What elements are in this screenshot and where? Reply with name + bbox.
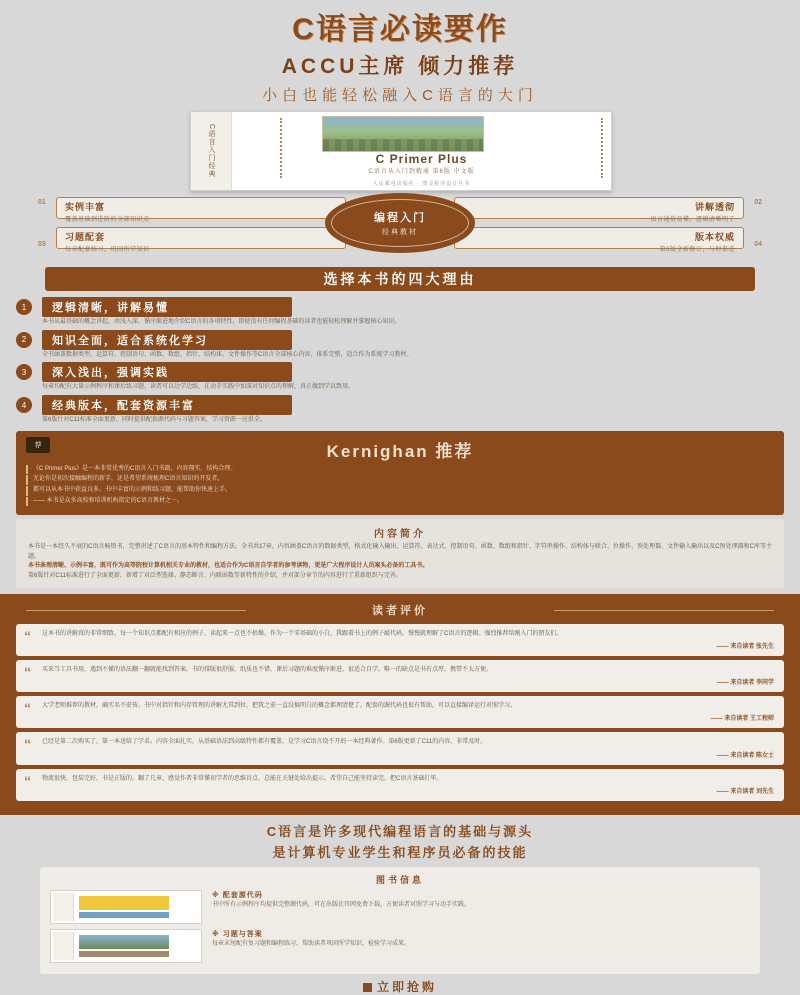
feature-title: 习题配套 — [65, 232, 106, 242]
quote-icon: “ — [24, 736, 31, 753]
list-item-body: 全书涵盖数据类型、运算符、控制语句、函数、数组、指针、结构体、文件操作等C语言全部核心内容，体系完整，适合作为系统学习教材。 — [42, 351, 413, 358]
list-item-title: 深入浅出，强调实践 — [42, 362, 292, 382]
recommend-lines — [26, 465, 774, 506]
book-info-row — [50, 929, 750, 963]
hero-section — [0, 0, 800, 105]
list-item — [16, 297, 784, 327]
book-face — [232, 112, 611, 190]
highlight-list — [16, 297, 784, 425]
list-badge: 3 — [16, 364, 32, 380]
list-item-body: 每章均配有大量示例程序和课后练习题，读者可以边学边练，在动手实践中加深对知识点的理解，真正做到学以致用。 — [42, 384, 355, 391]
feature-desc: 第6版全新修订，与时俱进 — [659, 247, 735, 253]
center-badge-line2: 经典教材 — [382, 229, 418, 236]
page-title: C语言必读要作 — [292, 13, 508, 46]
review-text: 买来当工具书用，遇到不懂的语法翻一翻就能找到答案。书的排版很舒服，纸质也不错，课后习题的难度循序渐进，很适合自学。唯一的缺点是书有点厚，携带不太方便。 — [42, 666, 493, 673]
feature-cluster — [16, 197, 784, 259]
book-spine-label: C语言入门经典 — [191, 112, 232, 190]
closing-line-2: 是计算机专业学生和程序员必备的技能 — [272, 844, 528, 860]
feature-number-02: 02 — [754, 199, 762, 206]
feature-card-03 — [56, 227, 346, 253]
summary-paragraph: 本书是一本经久不衰的C语言畅销书，完整讲述了C语言的基本特性和编程方法。全书共17章，内容涵盖C语言的数据类型、格式化输入输出、运算符、表达式、控制语句、函数、数组和指针、字符串操作、结构体与联合、位操作、预处理器、文件输入输出以及C预处理器和C库等主题。 — [28, 544, 772, 560]
list-item-title: 经典版本，配套资源丰富 — [42, 395, 292, 415]
review-card — [16, 624, 784, 656]
list-item — [16, 362, 784, 392]
feature-card-02 — [454, 197, 744, 223]
list-item-body: 第6版针对C11标准全面更新，同时提供配套源代码与习题答案，学习资源一应俱全。 — [42, 417, 266, 424]
square-icon — [363, 983, 372, 992]
review-card — [16, 696, 784, 728]
list-badge: 2 — [16, 332, 32, 348]
quote-icon: “ — [24, 700, 31, 717]
review-author: —— 来自读者 张先生 — [716, 643, 774, 650]
list-item — [16, 330, 784, 360]
feature-number-03: 03 — [38, 241, 46, 248]
book-thumbnail — [50, 929, 202, 963]
summary-paragraph: 第6版针对C11标准进行了全面更新，新增了对泛型选择、静态断言、内联函数等新特性的介绍，并对部分章节的内容进行了重新组织与完善。 — [28, 572, 402, 579]
feature-number-01: 01 — [38, 199, 46, 206]
review-text: 已经是第二次购买了，第一本送给了学弟。内容全面扎实，从基础语法到高级特性都有覆盖，是学习C语言绕不开的一本经典著作。第6版更新了C11的内容，非常及时。 — [42, 739, 487, 746]
review-author: —— 来自读者 王工程师 — [710, 716, 774, 723]
list-badge: 4 — [16, 397, 32, 413]
feature-desc: 覆盖基础到进阶的全部知识点 — [65, 217, 150, 223]
summary-block — [16, 519, 784, 587]
list-item-body: 本书从最基础的概念讲起，由浅入深、循序渐进地介绍C语言的各项特性，即使没有任何编程基础的读者也能轻松理解并掌握核心知识。 — [42, 319, 401, 325]
book-info-row — [50, 890, 750, 924]
buy-now-button[interactable] — [0, 978, 800, 995]
feature-card-04 — [454, 227, 744, 253]
recommend-line: —— 本书是众多高校和培训机构指定的C语言教材之一。 — [26, 497, 774, 507]
review-text: 这本书的讲解真的非常细致，每一个知识点都配有相应的例子，读起来一点也不枯燥。作为一个零基础的小白，我跟着书上的例子敲代码，慢慢就理解了C语言的逻辑。强烈推荐给刚入门的朋友们。 — [42, 630, 563, 637]
feature-title: 版本权威 — [694, 232, 735, 242]
list-item-title: 逻辑清晰，讲解易懂 — [42, 297, 292, 317]
thumb-spine — [53, 932, 74, 960]
feature-title: 讲解透彻 — [694, 202, 735, 212]
thumb-subbanner — [79, 951, 169, 957]
review-text: 大学老师推荐的教材，确实名不虚传。书中对指针和内存管理的讲解尤其到位，把我之前一直没搞明白的概念都理清楚了。配套的源代码也很有帮助，可以直接编译运行对照学习。 — [42, 703, 517, 710]
closing-line-1: C语言是许多现代编程语言的基础与源头 — [266, 823, 534, 839]
recommend-line: 无论你是初次接触编程的新手，还是希望系统梳理C语言知识的开发者， — [26, 475, 774, 485]
review-card — [16, 660, 784, 692]
recommendation-block — [16, 431, 784, 515]
buy-now-label: 立即抢购 — [376, 979, 437, 994]
review-text: 物流很快，包装完好，书是正版的。翻了几章，感觉作者非常懂初学者的思维盲点，总能在关键处给出提示。希望自己能坚持读完，把C语言基础打牢。 — [42, 775, 443, 782]
book-info-text — [212, 929, 750, 963]
review-author: —— 来自读者 陈女士 — [716, 752, 774, 759]
thumb-banner — [79, 896, 169, 910]
thumb-banner — [79, 935, 169, 949]
list-item — [16, 395, 784, 425]
recommend-tag: 荐 — [26, 437, 50, 453]
review-author: —— 来自读者 刘先生 — [716, 788, 774, 795]
feature-desc: 每章配套练习，巩固所学知识 — [65, 247, 150, 253]
center-badge-line1: 编程入门 — [374, 212, 426, 224]
book-info-desc: 每章末尾配有复习题和编程练习，帮助读者巩固所学知识，检验学习成果。 — [212, 940, 411, 947]
quote-icon: “ — [24, 772, 31, 789]
hero-tagline: 小白也能轻松融入C语言的大门 — [262, 87, 538, 104]
book-publisher: 人民邮电出版社 · 图灵程序设计丛书 — [372, 181, 471, 187]
book-info-block — [40, 867, 760, 974]
summary-heading: 内容简介 — [374, 529, 426, 541]
book-thumbnail — [50, 890, 202, 924]
quote-icon: “ — [24, 627, 31, 644]
reviews-section — [0, 594, 800, 815]
book-info-text — [212, 890, 750, 924]
thumb-spine — [53, 893, 74, 921]
book-info-desc: 书中所有示例程序均提供完整源代码，可在出版社官网免费下载，方便读者对照学习与动手实践。 — [212, 901, 471, 908]
book-title: C Primer Plus — [375, 152, 468, 166]
recommend-line: 都可以从本书中获益良多。书中丰富的示例和练习题，能帮助你快速上手。 — [26, 486, 774, 496]
book-cover-photo — [322, 116, 484, 152]
book-info-title: ※ 配套源代码 — [212, 891, 263, 899]
review-card — [16, 732, 784, 764]
list-badge: 1 — [16, 299, 32, 315]
thumb-subbanner — [79, 912, 169, 918]
hero-subtitle: ACCU主席 倾力推荐 — [281, 55, 519, 78]
book-info-title: ※ 习题与答案 — [212, 930, 263, 938]
review-card — [16, 769, 784, 801]
book-cover-figure — [190, 111, 610, 189]
review-author: —— 来自读者 李同学 — [716, 680, 774, 687]
reviews-heading: 读者评价 — [16, 602, 784, 618]
recommend-line: 《C Primer Plus》是一本非常优秀的C语言入门书籍，内容翔实、结构合理。 — [26, 465, 774, 475]
feature-center-badge — [325, 193, 475, 253]
list-item-title: 知识全面，适合系统化学习 — [42, 330, 292, 350]
quote-icon: “ — [24, 663, 31, 680]
book-info-heading: 图书信息 — [375, 874, 424, 885]
feature-card-01 — [56, 197, 346, 223]
book-mockup — [190, 111, 612, 191]
summary-paragraph-emphasis: 本书条理清晰、示例丰富，既可作为高等院校计算机相关专业的教材，也适合作为C语言自学者的参考读物，更是广大程序设计人员案头必备的工具书。 — [28, 563, 429, 570]
feature-number-04: 04 — [754, 241, 762, 248]
recommend-title: Kernighan 推荐 — [326, 441, 474, 461]
section-heading-reasons: 选择本书的四大理由 — [45, 267, 755, 291]
feature-desc: 语言通俗易懂，逻辑清晰明了 — [650, 217, 735, 223]
feature-title: 实例丰富 — [65, 202, 106, 212]
closing-statement — [0, 821, 800, 861]
book-subtitle: C语言从入门到精通 第6版 中文版 — [368, 169, 475, 175]
